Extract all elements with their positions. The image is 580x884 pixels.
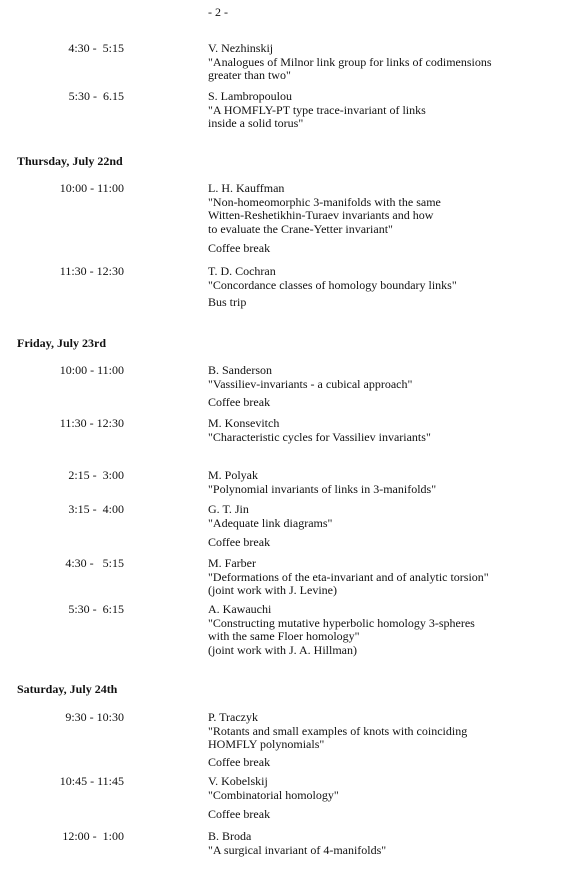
- talk-title-line: inside a solid torus": [208, 116, 304, 130]
- talk-title-line: "A surgical invariant of 4-manifolds": [208, 842, 387, 857]
- talk-title-line: "Characteristic cycles for Vassiliev invariants": [208, 429, 431, 444]
- talk-speaker: B. Broda: [208, 829, 252, 843]
- talk-title-line: "Non-homeomorphic 3-manifolds with the same: [208, 194, 441, 209]
- talk-title-line: "Analogues of Milnor link group for links of codimensions: [208, 54, 492, 69]
- talk-speaker: S. Lambropoulou: [208, 89, 292, 103]
- talk-title-line: HOMFLY polynomials": [208, 737, 325, 751]
- talk-title-line: "Rotants and small examples of knots with coinciding: [208, 723, 468, 738]
- talk-speaker: L. H. Kauffman: [208, 181, 285, 195]
- talk-time: 9:30 - 10:30: [65, 710, 124, 724]
- page-number: - 2 -: [208, 5, 228, 19]
- day-heading: Thursday, July 22nd: [17, 154, 123, 168]
- talk-title-line: "Polynomial invariants of links in 3-manifolds": [208, 481, 437, 496]
- talk-title-line: to evaluate the Crane-Yetter invariant": [208, 221, 393, 236]
- talk-title-line: "Combinatorial homology": [208, 787, 339, 802]
- talk-time: 10:45 - 11:45: [59, 774, 124, 788]
- talk-time: 10:00 - 11:00: [59, 363, 124, 377]
- talk-speaker: P. Traczyk: [208, 710, 259, 724]
- day-heading: Saturday, July 24th: [17, 682, 118, 696]
- talk-time: 11:30 - 12:30: [59, 416, 124, 430]
- talk-time: 5:30 - 6.15: [68, 89, 124, 103]
- talk-time: 2:15 - 3:00: [68, 468, 124, 482]
- talk-time: 3:15 - 4:00: [68, 502, 124, 516]
- talk-title-line: (joint work with J. Levine): [208, 583, 337, 597]
- talk-time: 5:30 - 6:15: [68, 602, 124, 616]
- talk-title-line: "Constructing mutative hyperbolic homology 3-spheres: [208, 615, 475, 630]
- talk-title-line: with the same Floer homology": [208, 629, 360, 643]
- bus-trip: Bus trip: [208, 295, 247, 309]
- talk-title-line: "Deformations of the eta-invariant and of analytic torsion": [208, 569, 489, 584]
- talk-title-line: "Vassiliev-invariants - a cubical approach": [208, 376, 413, 391]
- coffee-break: Coffee break: [208, 755, 271, 769]
- talk-title-line: greater than two": [208, 68, 291, 82]
- talk-speaker: A. Kawauchi: [208, 602, 272, 616]
- day-heading: Friday, July 23rd: [17, 336, 107, 350]
- talk-speaker: B. Sanderson: [208, 363, 272, 377]
- coffee-break: Coffee break: [208, 395, 271, 409]
- talk-speaker: T. D. Cochran: [208, 264, 276, 278]
- coffee-break: Coffee break: [208, 241, 271, 255]
- talk-time: 4:30 - 5:15: [65, 556, 124, 570]
- talk-title-line: "Concordance classes of homology boundary links": [208, 277, 457, 292]
- talk-title-line: "Adequate link diagrams": [208, 515, 333, 530]
- talk-speaker: M. Farber: [208, 556, 256, 570]
- talk-time: 10:00 - 11:00: [59, 181, 124, 195]
- talk-title-line: Witten-Reshetikhin-Turaev invariants and how: [208, 208, 434, 222]
- talk-speaker: G. T. Jin: [208, 502, 249, 516]
- talk-title-line: (joint work with J. A. Hillman): [208, 642, 357, 657]
- talk-title-line: "A HOMFLY-PT type trace-invariant of links: [208, 102, 426, 117]
- talk-time: 4:30 - 5:15: [68, 41, 124, 55]
- talk-speaker: V. Nezhinskij: [208, 41, 274, 55]
- talk-speaker: M. Polyak: [208, 468, 259, 482]
- talk-time: 11:30 - 12:30: [59, 264, 124, 278]
- coffee-break: Coffee break: [208, 807, 271, 821]
- coffee-break: Coffee break: [208, 535, 271, 549]
- talk-speaker: M. Konsevitch: [208, 416, 280, 430]
- talk-time: 12:00 - 1:00: [62, 829, 124, 843]
- talk-speaker: V. Kobelskij: [208, 774, 268, 788]
